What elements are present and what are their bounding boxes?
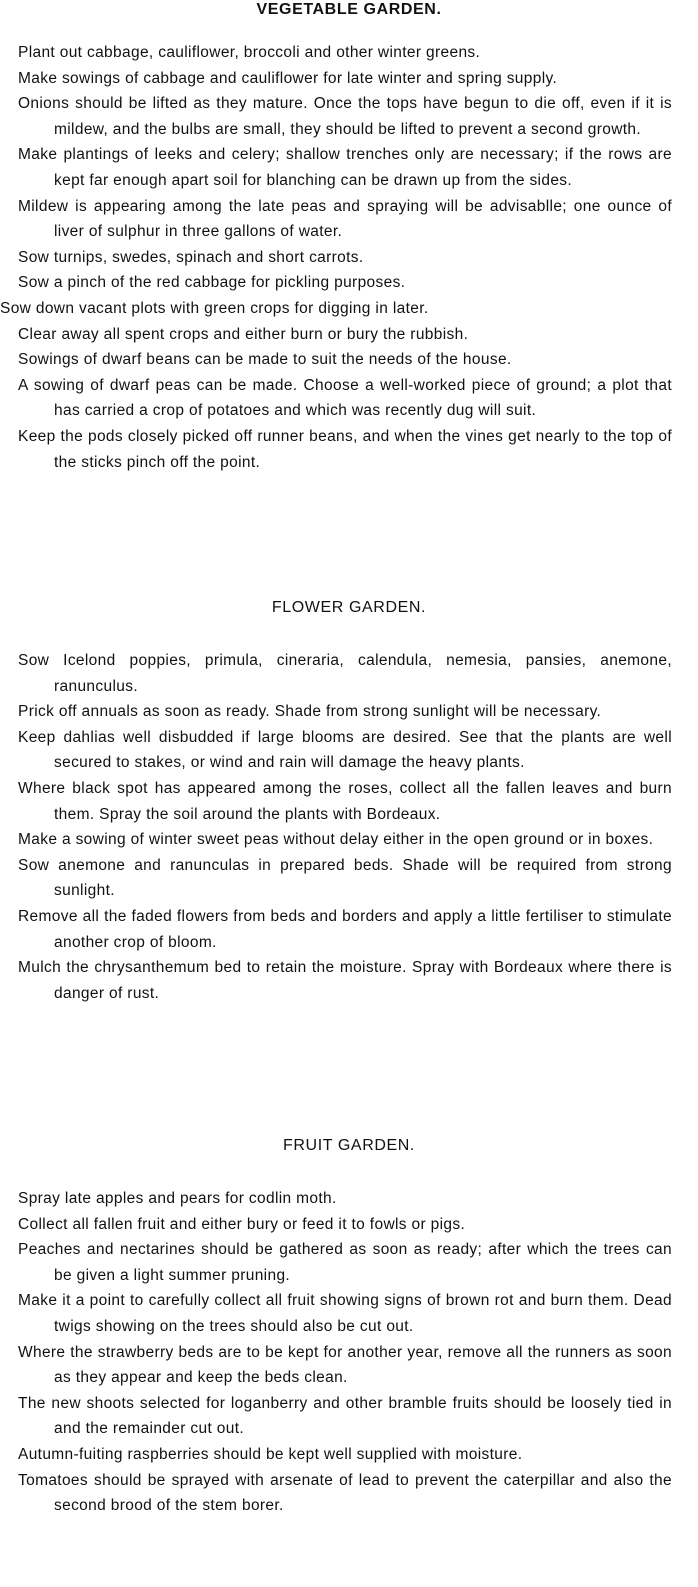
fruit-item: Make it a point to carefully collect all fruit showing signs of brown rot and burn them. Dead twigs showing on the trees should also be cut out.: [18, 1292, 672, 1335]
fruit-garden-list: [0, 1186, 698, 1519]
fruit-item: Peaches and nectarines should be gathered as soon as ready; after which the trees can be given a light summer pruning.: [18, 1241, 672, 1284]
vegetable-item: Keep the pods closely picked off runner beans, and when the vines get nearly to the top of the sticks pinch off the point.: [18, 427, 672, 471]
vegetable-item: Onions should be lifted as they mature. Once the tops have begun to die off, even if it is mildew, and the bulbs are small, they should be lifted to prevent a second growth.: [18, 95, 672, 138]
fruit-garden-heading: FRUIT GARDEN.: [283, 1137, 415, 1154]
vegetable-garden-list: [0, 40, 698, 475]
fruit-item: Autumn-fuiting raspberries should be kept well supplied with moisture.: [18, 1445, 523, 1463]
vegetable-item: Sow a pinch of the red cabbage for pickling purposes.: [18, 274, 406, 292]
flower-garden-heading: FLOWER GARDEN.: [271, 599, 427, 616]
flower-item: Keep dahlias well disbudded if large blooms are desired. See that the plants are well secured to stakes, or wind and rain will damage the heavy plants.: [18, 728, 672, 772]
vegetable-item: Sowings of dwarf beans can be made to suit the needs of the house.: [18, 351, 512, 369]
fruit-item: Spray late apples and pears for codlin moth.: [18, 1190, 337, 1207]
vegetable-item: Clear away all spent crops and either burn or bury the rubbish.: [18, 325, 469, 343]
fruit-item: Collect all fallen fruit and either bury or feed it to fowls or pigs.: [18, 1215, 466, 1233]
flower-item: Mulch the chrysanthemum bed to retain the moisture. Spray with Bordeaux where there is danger of rust.: [18, 959, 672, 1002]
vegetable-item: Make plantings of leeks and celery; shallow trenches only are necessary; if the rows are kept far enough apart soil for blanching can be drawn up from the sides.: [18, 146, 672, 189]
flower-item: Remove all the faded flowers from beds and borders and apply a little fertiliser to stimulate another crop of bloom.: [18, 907, 672, 951]
flower-item: Sow anemone and ranunculas in prepared beds. Shade will be required from strong sunlight.: [18, 856, 672, 900]
vegetable-item: Mildew is appearing among the late peas and spraying will be advisablle; one ounce of liver of sulphur in three gallons of water.: [18, 197, 672, 241]
vegetable-item: Plant out cabbage, cauliflower, broccoli and other winter greens.: [18, 44, 481, 61]
flower-item: Where black spot has appeared among the roses, collect all the fallen leaves and burn them. Spray the soil around the plants with Bordeaux.: [18, 779, 672, 823]
fruit-item: The new shoots selected for loganberry and other bramble fruits should be loosely tied in and the remainder cut out.: [18, 1394, 672, 1438]
fruit-item: Where the strawberry beds are to be kept for another year, remove all the runners as soon as they appear and keep the beds clean.: [18, 1343, 672, 1387]
vegetable-item: Sow down vacant plots with green crops for digging in later.: [0, 299, 429, 317]
flower-item: Make a sowing of winter sweet peas without delay either in the open ground or in boxes.: [18, 831, 654, 849]
vegetable-item: Sow turnips, swedes, spinach and short carrots.: [18, 248, 364, 266]
vegetable-item: Make sowings of cabbage and cauliflower for late winter and spring supply.: [18, 69, 558, 87]
vegetable-item: A sowing of dwarf peas can be made. Choose a well-worked piece of ground; a plot that has carried a crop of potatoes and which was recently dug will suit.: [18, 376, 672, 420]
fruit-item: Tomatoes should be sprayed with arsenate of lead to prevent the caterpillar and also the second brood of the stem borer.: [18, 1471, 672, 1515]
flower-item: Prick off annuals as soon as ready. Shade from strong sunlight will be necessary.: [18, 703, 602, 721]
flower-item: Sow Icelond poppies, primula, cineraria, calendula, nemesia, pansies, anemone, ranunculus.: [18, 652, 672, 695]
vegetable-garden-heading: VEGETABLE GARDEN.: [256, 1, 442, 18]
flower-garden-list: [0, 648, 698, 1006]
